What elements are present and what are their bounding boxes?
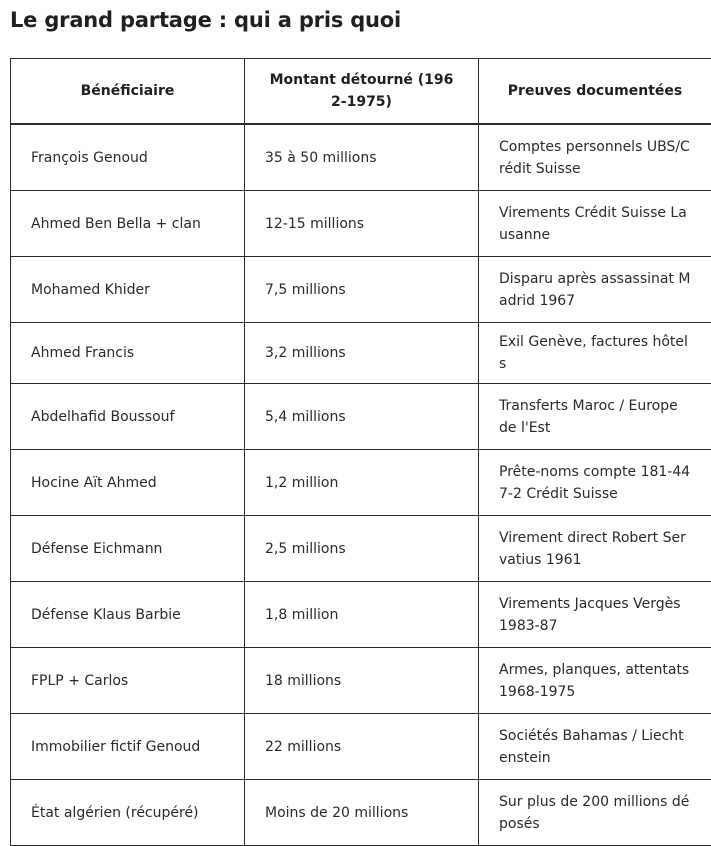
cell-beneficiary: Immobilier fictif Genoud bbox=[11, 714, 245, 780]
cell-evidence: Armes, planques, attentats 1968-1975 bbox=[479, 648, 711, 714]
cell-beneficiary: François Genoud bbox=[11, 124, 245, 191]
header-evidence: Preuves documentées bbox=[479, 59, 711, 125]
cell-amount: Moins de 20 millions bbox=[245, 780, 479, 846]
page-title: Le grand partage : qui a pris quoi bbox=[10, 8, 401, 32]
cell-beneficiary: Défense Klaus Barbie bbox=[11, 582, 245, 648]
header-beneficiary: Bénéficiaire bbox=[11, 59, 245, 125]
cell-evidence: Prête-noms compte 181-447-2 Crédit Suisse bbox=[479, 450, 711, 516]
cell-amount: 7,5 millions bbox=[245, 257, 479, 323]
cell-amount: 22 millions bbox=[245, 714, 479, 780]
table-row bbox=[11, 780, 711, 846]
cell-beneficiary: État algérien (récupéré) bbox=[11, 780, 245, 846]
cell-beneficiary: Défense Eichmann bbox=[11, 516, 245, 582]
table-header-row bbox=[11, 59, 711, 125]
table-row bbox=[11, 124, 711, 191]
cell-evidence: Comptes personnels UBS/Crédit Suisse bbox=[479, 124, 711, 191]
cell-beneficiary: FPLP + Carlos bbox=[11, 648, 245, 714]
table-row bbox=[11, 323, 711, 384]
cell-amount: 1,2 million bbox=[245, 450, 479, 516]
cell-beneficiary: Ahmed Francis bbox=[11, 323, 245, 384]
cell-evidence: Virements Crédit Suisse Lausanne bbox=[479, 191, 711, 257]
cell-amount: 2,5 millions bbox=[245, 516, 479, 582]
cell-beneficiary: Hocine Aït Ahmed bbox=[11, 450, 245, 516]
cell-amount: 5,4 millions bbox=[245, 384, 479, 450]
cell-beneficiary: Mohamed Khider bbox=[11, 257, 245, 323]
beneficiaries-table bbox=[10, 58, 711, 846]
cell-evidence: Virements Jacques Vergès 1983-87 bbox=[479, 582, 711, 648]
table-row bbox=[11, 257, 711, 323]
cell-amount: 35 à 50 millions bbox=[245, 124, 479, 191]
table-row bbox=[11, 582, 711, 648]
cell-evidence: Sur plus de 200 millions déposés bbox=[479, 780, 711, 846]
header-amount: Montant détourné (1962-1975) bbox=[245, 59, 479, 125]
cell-evidence: Disparu après assassinat Madrid 1967 bbox=[479, 257, 711, 323]
table-row bbox=[11, 191, 711, 257]
cell-beneficiary: Ahmed Ben Bella + clan bbox=[11, 191, 245, 257]
cell-amount: 3,2 millions bbox=[245, 323, 479, 384]
table-row bbox=[11, 450, 711, 516]
cell-evidence: Sociétés Bahamas / Liechtenstein bbox=[479, 714, 711, 780]
table-row bbox=[11, 384, 711, 450]
cell-evidence: Transferts Maroc / Europe de l'Est bbox=[479, 384, 711, 450]
cell-beneficiary: Abdelhafid Boussouf bbox=[11, 384, 245, 450]
table-row bbox=[11, 714, 711, 780]
cell-amount: 18 millions bbox=[245, 648, 479, 714]
cell-amount: 1,8 million bbox=[245, 582, 479, 648]
cell-amount: 12-15 millions bbox=[245, 191, 479, 257]
table-row bbox=[11, 648, 711, 714]
cell-evidence: Virement direct Robert Servatius 1961 bbox=[479, 516, 711, 582]
table-row bbox=[11, 516, 711, 582]
cell-evidence: Exil Genève, factures hôtels bbox=[479, 323, 711, 384]
